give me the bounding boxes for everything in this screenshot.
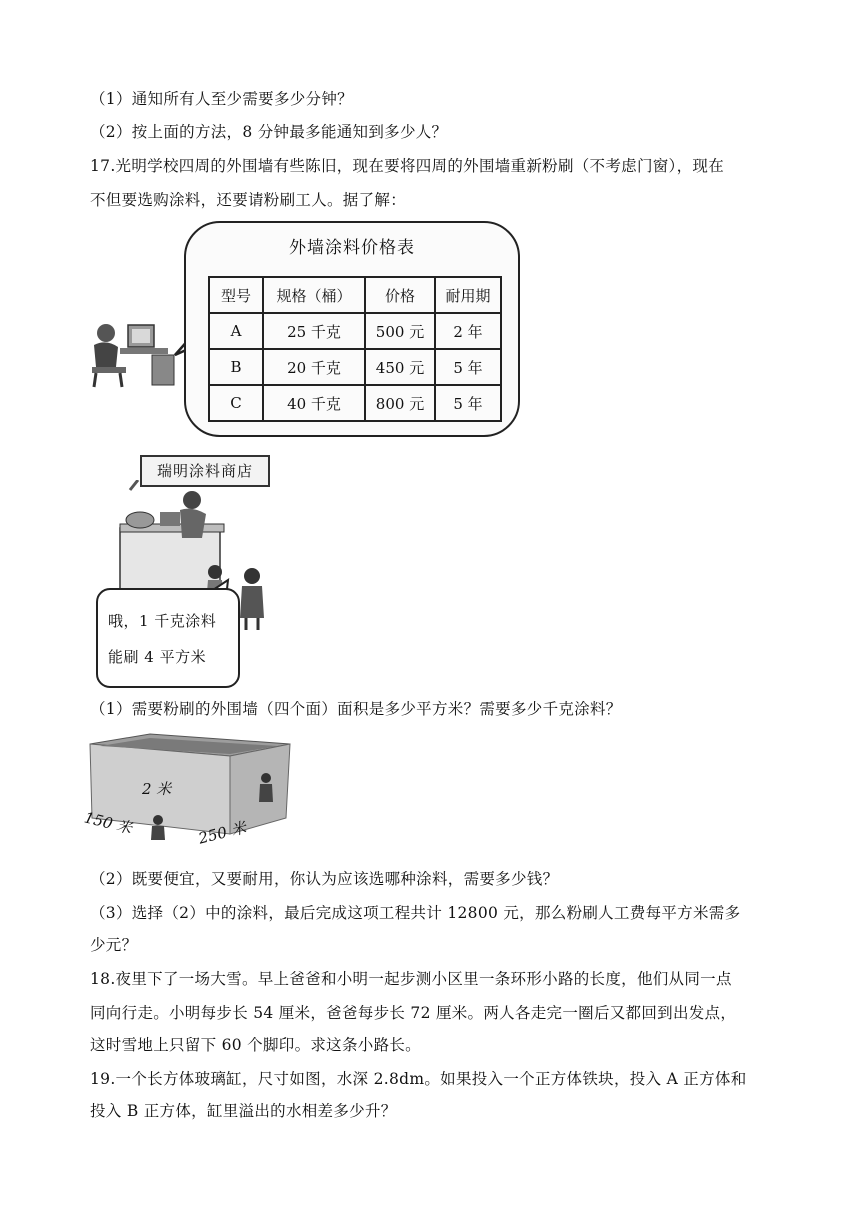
cell-spec: 20 千克 bbox=[263, 349, 365, 385]
cell-model: B bbox=[209, 349, 263, 385]
q16-sub2: （2）按上面的方法，8 分钟最多能通知到多少人？ bbox=[90, 123, 448, 141]
wall-dimensions-figure bbox=[80, 730, 300, 860]
customer-speech-bubble bbox=[96, 588, 240, 688]
header-price: 价格 bbox=[365, 277, 435, 313]
paint-shop-figure bbox=[90, 450, 290, 690]
q17-sub1: （1）需要粉刷的外围墙（四个面）面积是多少平方米？需要多少千克涂料？ bbox=[90, 700, 622, 718]
cell-spec: 25 千克 bbox=[263, 313, 365, 349]
header-durability: 耐用期 bbox=[435, 277, 501, 313]
table-row bbox=[209, 349, 501, 385]
cell-model: C bbox=[209, 385, 263, 421]
price-table-figure bbox=[80, 215, 520, 440]
shop-sign: 瑞明涂料商店 bbox=[140, 455, 270, 487]
q16-sub1: （1）通知所有人至少需要多少分钟？ bbox=[90, 90, 353, 108]
q18-line2: 同向行走。小明每步长 54 厘米，爸爸每步长 72 厘米。两人各走完一圈后又都回到出发点， bbox=[90, 1004, 737, 1022]
table-row bbox=[209, 385, 501, 421]
cell-price: 450 元 bbox=[365, 349, 435, 385]
q19-line2: 投入 B 正方体，缸里溢出的水相差多少升？ bbox=[90, 1102, 397, 1120]
q18-line1: 18.夜里下了一场大雪。早上爸爸和小明一起步测小区里一条环形小路的长度，他们从同一点 bbox=[90, 970, 732, 988]
header-model: 型号 bbox=[209, 277, 263, 313]
table-header-row bbox=[209, 277, 501, 313]
speech-line2: 能刷 4 平方米 bbox=[108, 648, 207, 666]
cell-price: 500 元 bbox=[365, 313, 435, 349]
q17-stem-line1: 17.光明学校四周的外围墙有些陈旧，现在要将四周的外围墙重新粉刷（不考虑门窗），现在 bbox=[90, 157, 725, 175]
q18-line3: 这时雪地上只留下 60 个脚印。求这条小路长。 bbox=[90, 1036, 421, 1054]
speech-line1: 哦，1 千克涂料 bbox=[108, 612, 217, 630]
table-row bbox=[209, 313, 501, 349]
q17-sub3-line2: 少元？ bbox=[90, 936, 138, 954]
q19-line1: 19.一个长方体玻璃缸，尺寸如图，水深 2.8dm。如果投入一个正方体铁块，投入 A 正方体和 bbox=[90, 1070, 747, 1088]
q17-stem-line2: 不但要选购涂料，还要请粉刷工人。据了解： bbox=[90, 191, 407, 209]
cell-durability: 5 年 bbox=[435, 385, 501, 421]
wall-width-label: 150 米 bbox=[82, 808, 134, 838]
cell-durability: 5 年 bbox=[435, 349, 501, 385]
cell-durability: 2 年 bbox=[435, 313, 501, 349]
price-table-title: 外墙涂料价格表 bbox=[289, 238, 415, 258]
wall-length-label: 250 米 bbox=[196, 818, 248, 848]
paint-price-table bbox=[208, 276, 502, 422]
speech-bubble bbox=[184, 221, 520, 437]
cell-model: A bbox=[209, 313, 263, 349]
cell-spec: 40 千克 bbox=[263, 385, 365, 421]
wall-height-label: 2 米 bbox=[142, 780, 172, 798]
header-spec: 规格（桶） bbox=[263, 277, 365, 313]
q17-sub3-line1: （3）选择（2）中的涂料，最后完成这项工程共计 12800 元，那么粉刷人工费每平方米需多 bbox=[90, 904, 741, 922]
q17-sub2: （2）既要便宜，又要耐用，你认为应该选哪种涂料，需要多少钱？ bbox=[90, 870, 559, 888]
wall-box-illustration bbox=[80, 730, 300, 860]
person-at-computer-illustration bbox=[80, 215, 200, 440]
cell-price: 800 元 bbox=[365, 385, 435, 421]
